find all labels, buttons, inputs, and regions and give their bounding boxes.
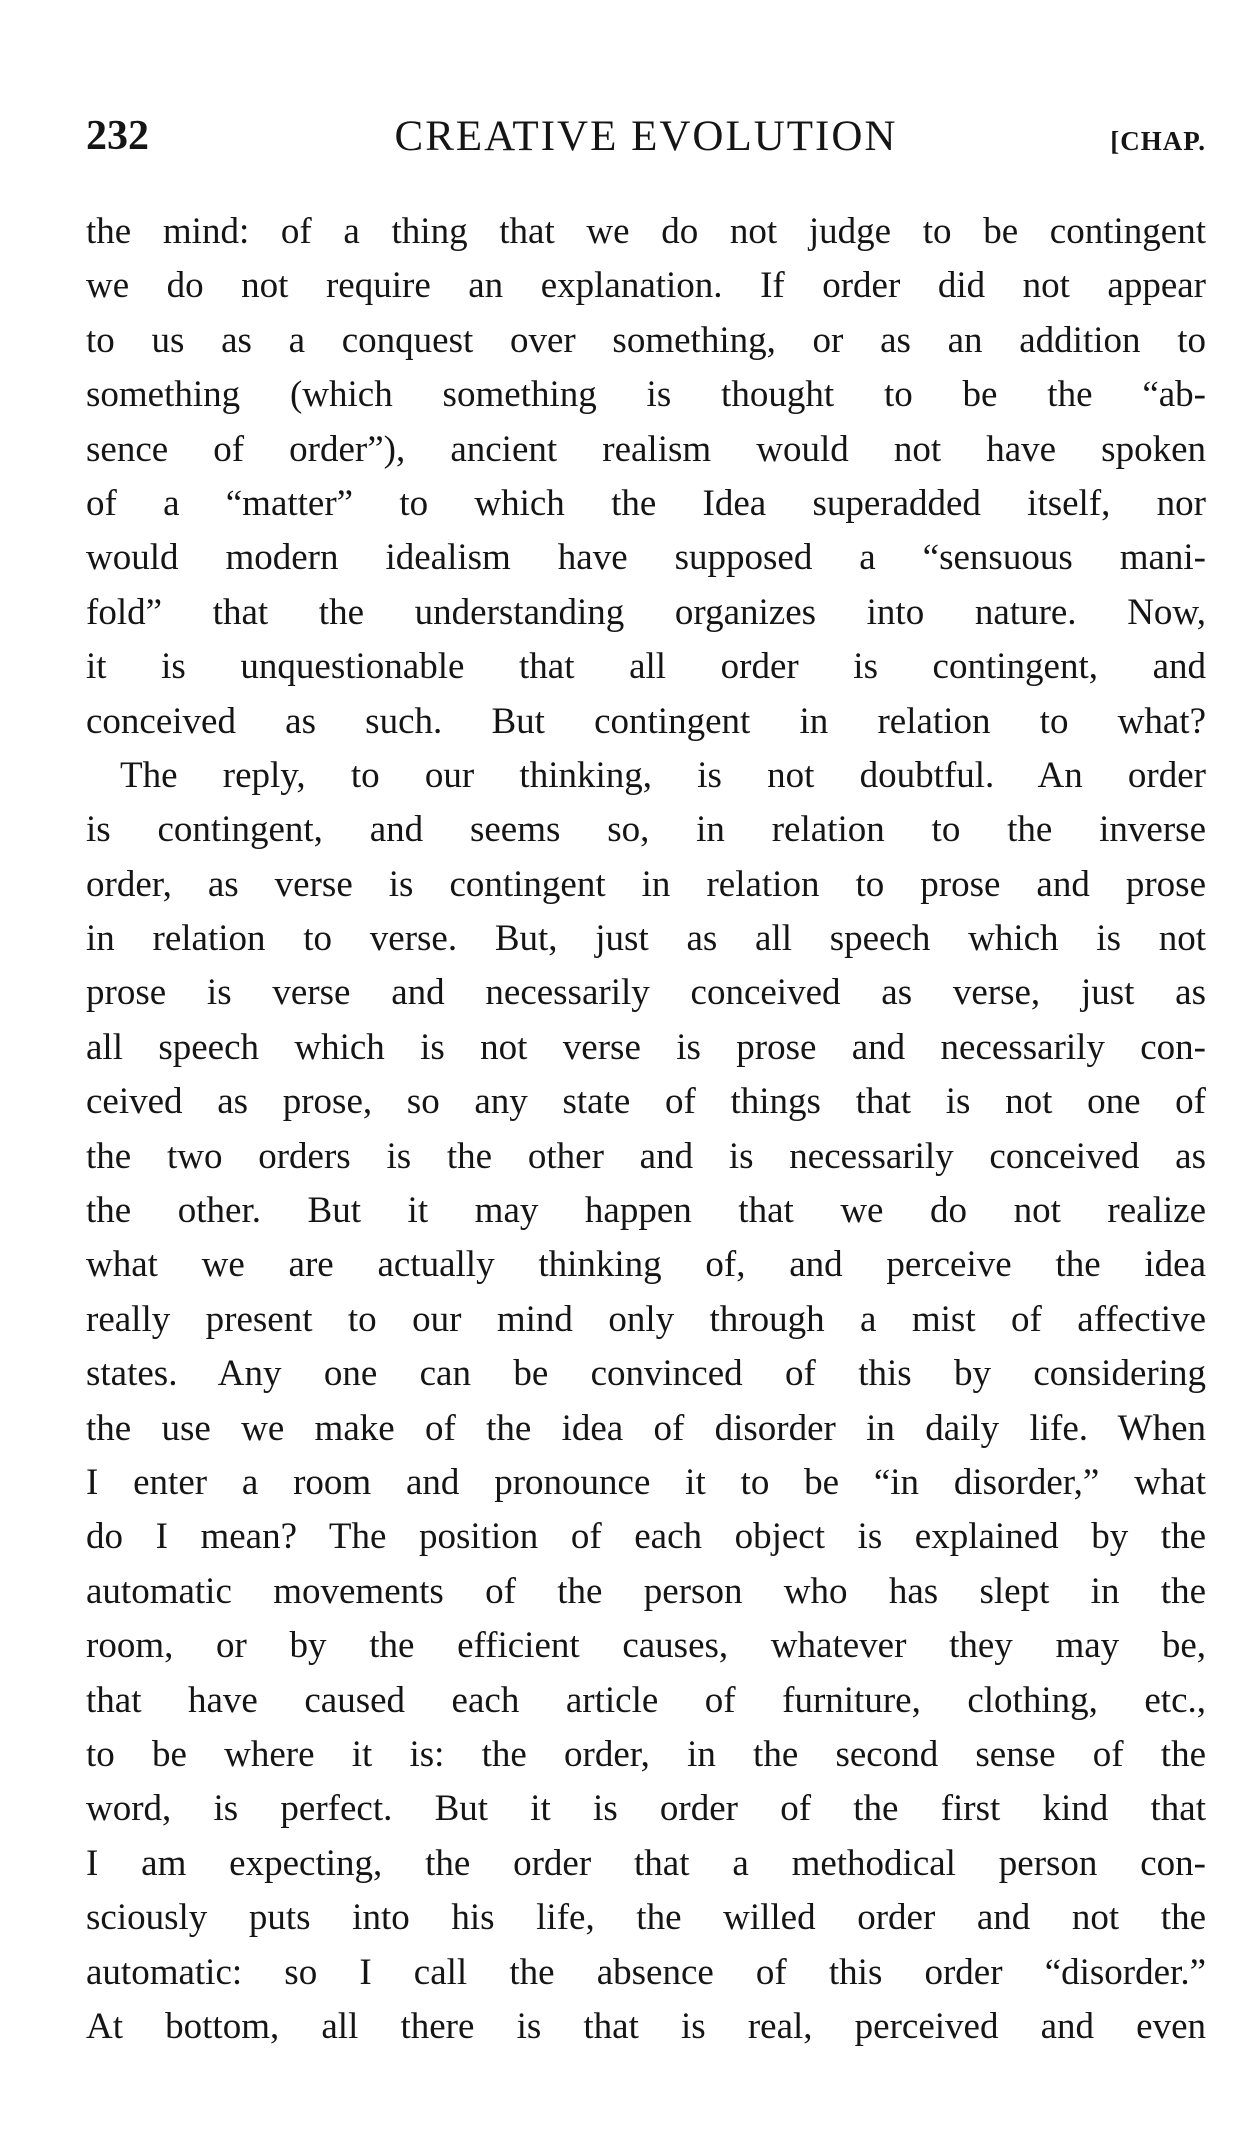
text-line: room, or by the efficient causes, whatever they may be,: [86, 1625, 1206, 1667]
text-line: to be where it is: the order, in the second sense of the: [86, 1733, 1206, 1775]
chapter-marker: [CHAP.: [1110, 126, 1206, 156]
text-line: At bottom, all there is that is real, perceived and even: [86, 2005, 1206, 2047]
text-line: really present to our mind only through a mist of affective: [86, 1298, 1206, 1340]
text-line: automatic: so I call the absence of this order “disorder.”: [86, 1951, 1206, 1993]
text-line: states. Any one can be convinced of this by considering: [86, 1353, 1206, 1395]
text-line: prose is verse and necessarily conceived as verse, just as: [86, 972, 1206, 1014]
running-header: [86, 112, 1206, 172]
text-line: that have caused each article of furniture, clothing, etc.,: [86, 1679, 1206, 1721]
text-line: do I mean? The position of each object is explained by the: [86, 1516, 1206, 1558]
text-line: conceived as such. But contingent in relation to what?: [86, 700, 1206, 742]
text-line: it is unquestionable that all order is contingent, and: [86, 646, 1206, 688]
text-line: what we are actually thinking of, and perceive the idea: [86, 1244, 1206, 1286]
text-line: the two orders is the other and is necessarily conceived as: [86, 1135, 1206, 1177]
text-line: ceived as prose, so any state of things that is not one of: [86, 1081, 1206, 1123]
text-line: the use we make of the idea of disorder in daily life. When: [86, 1407, 1206, 1449]
text-line: I enter a room and pronounce it to be “in disorder,” what: [86, 1461, 1206, 1503]
text-line: the mind: of a thing that we do not judge to be contingent: [86, 211, 1206, 252]
text-line: word, is perfect. But it is order of the first kind that: [86, 1788, 1206, 1830]
text-line: all speech which is not verse is prose and necessarily con-: [86, 1026, 1206, 1068]
text-line: sence of order”), ancient realism would not have spoken: [86, 428, 1206, 470]
text-line: is contingent, and seems so, in relation to the inverse: [86, 809, 1206, 851]
text-line: of a “matter” to which the Idea superadded itself, nor: [86, 482, 1206, 524]
text-line: I am expecting, the order that a methodical person con-: [86, 1842, 1206, 1884]
text-line: would modern idealism have supposed a “sensuous mani-: [86, 537, 1206, 579]
text-line: sciously puts into his life, the willed order and not the: [86, 1897, 1206, 1939]
text-line: to us as a conquest over something, or as an addition to: [86, 319, 1206, 361]
running-title: CREATIVE EVOLUTION: [394, 113, 898, 160]
text-line: the other. But it may happen that we do not realize: [86, 1190, 1206, 1232]
body-text: [86, 205, 1206, 2054]
text-line: we do not require an explanation. If order did not appear: [86, 265, 1206, 307]
text-line: in relation to verse. But, just as all speech which is not: [86, 918, 1206, 960]
text-line: something (which something is thought to be the “ab-: [86, 374, 1206, 416]
text-line: order, as verse is contingent in relation to prose and prose: [86, 863, 1206, 905]
paragraph-start-line: The reply, to our thinking, is not doubtful. An order: [120, 754, 1206, 796]
page-number: 232: [86, 113, 149, 159]
text-line: automatic movements of the person who has slept in the: [86, 1570, 1206, 1612]
text-line: fold” that the understanding organizes into nature. Now,: [86, 591, 1206, 633]
